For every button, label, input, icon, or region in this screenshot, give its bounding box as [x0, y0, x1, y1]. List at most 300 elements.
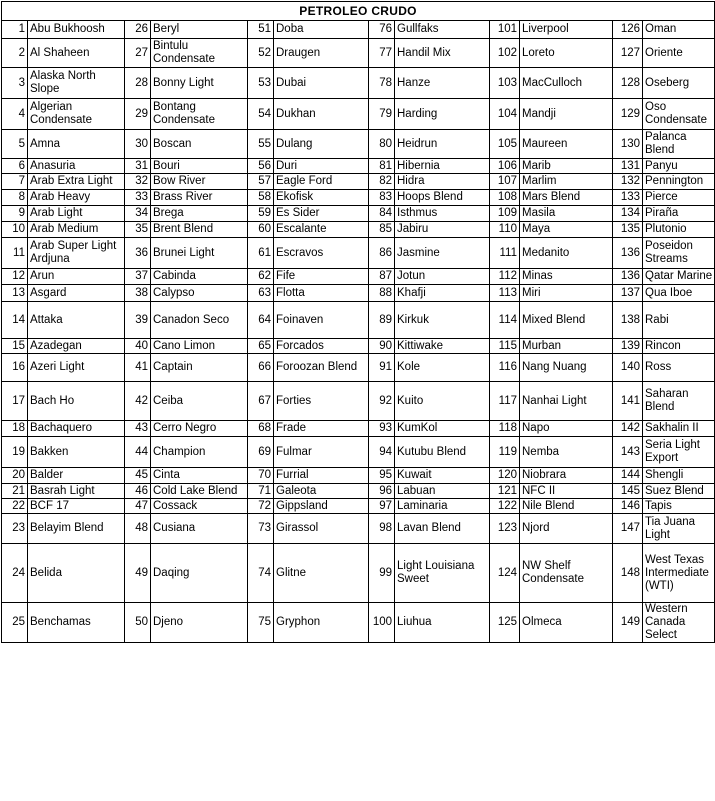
crude-name: Cano Limon [151, 339, 248, 354]
crude-number: 69 [248, 437, 274, 468]
table-row [2, 302, 715, 339]
crude-name: Cossack [151, 499, 248, 514]
crude-number: 11 [2, 238, 28, 269]
crude-number: 148 [613, 544, 643, 603]
crude-name: Captain [151, 354, 248, 382]
crude-name: Hibernia [395, 159, 490, 174]
crude-name: Calypso [151, 285, 248, 302]
crude-name: Azeri Light [28, 354, 125, 382]
crude-name: Arab Super Light Ardjuna [28, 238, 125, 269]
crude-number: 70 [248, 468, 274, 484]
crude-name: Anasuria [28, 159, 125, 174]
crude-number: 51 [248, 21, 274, 39]
crude-number: 110 [490, 222, 520, 238]
crude-number: 81 [369, 159, 395, 174]
crude-name: Draugen [274, 39, 369, 68]
table-row [2, 130, 715, 159]
crude-name: Cold Lake Blend [151, 484, 248, 499]
crude-oil-table [1, 1, 715, 643]
crude-number: 102 [490, 39, 520, 68]
crude-number: 16 [2, 354, 28, 382]
crude-number: 120 [490, 468, 520, 484]
crude-number: 67 [248, 382, 274, 421]
crude-name: Benchamas [28, 603, 125, 643]
crude-number: 113 [490, 285, 520, 302]
crude-number: 68 [248, 421, 274, 437]
crude-number: 130 [613, 130, 643, 159]
crude-name: Foinaven [274, 302, 369, 339]
crude-number: 52 [248, 39, 274, 68]
crude-name: Ekofisk [274, 190, 369, 206]
crude-number: 123 [490, 514, 520, 544]
crude-name: Piraña [643, 206, 715, 222]
crude-number: 98 [369, 514, 395, 544]
crude-number: 140 [613, 354, 643, 382]
crude-name: Dukhan [274, 99, 369, 130]
crude-number: 43 [125, 421, 151, 437]
table-row [2, 382, 715, 421]
crude-number: 74 [248, 544, 274, 603]
crude-number: 85 [369, 222, 395, 238]
crude-name: Nile Blend [520, 499, 613, 514]
crude-number: 88 [369, 285, 395, 302]
crude-number: 90 [369, 339, 395, 354]
crude-name: Asgard [28, 285, 125, 302]
crude-name: Lavan Blend [395, 514, 490, 544]
crude-name: Arab Medium [28, 222, 125, 238]
crude-number: 127 [613, 39, 643, 68]
crude-name: Bintulu Condensate [151, 39, 248, 68]
crude-name: Mars Blend [520, 190, 613, 206]
crude-name: Minas [520, 269, 613, 285]
crude-number: 46 [125, 484, 151, 499]
crude-name: Glitne [274, 544, 369, 603]
crude-name: Oseberg [643, 68, 715, 99]
table-row [2, 437, 715, 468]
crude-number: 24 [2, 544, 28, 603]
crude-number: 136 [613, 269, 643, 285]
table-row [2, 68, 715, 99]
crude-name: Belayim Blend [28, 514, 125, 544]
crude-name: Liuhua [395, 603, 490, 643]
crude-name: Gippsland [274, 499, 369, 514]
crude-name: Liverpool [520, 21, 613, 39]
crude-number: 12 [2, 269, 28, 285]
crude-number: 100 [369, 603, 395, 643]
crude-number: 22 [2, 499, 28, 514]
crude-number: 8 [2, 190, 28, 206]
crude-name: Jotun [395, 269, 490, 285]
table-row [2, 39, 715, 68]
crude-number: 62 [248, 269, 274, 285]
crude-number: 119 [490, 437, 520, 468]
crude-name: Seria Light Export [643, 437, 715, 468]
crude-name: Kirkuk [395, 302, 490, 339]
crude-number: 99 [369, 544, 395, 603]
crude-name: Laminaria [395, 499, 490, 514]
table-row [2, 269, 715, 285]
crude-name: Nanhai Light [520, 382, 613, 421]
crude-name: Olmeca [520, 603, 613, 643]
table-row [2, 603, 715, 643]
crude-name: Harding [395, 99, 490, 130]
crude-name: Marib [520, 159, 613, 174]
crude-number: 105 [490, 130, 520, 159]
crude-name: Pennington [643, 174, 715, 190]
crude-name: Balder [28, 468, 125, 484]
crude-number: 147 [613, 514, 643, 544]
crude-name: Tapis [643, 499, 715, 514]
crude-number: 108 [490, 190, 520, 206]
table-row [2, 468, 715, 484]
crude-number: 55 [248, 130, 274, 159]
crude-name: Fulmar [274, 437, 369, 468]
crude-number: 37 [125, 269, 151, 285]
crude-number: 25 [2, 603, 28, 643]
crude-name: Es Sider [274, 206, 369, 222]
crude-number: 107 [490, 174, 520, 190]
crude-name: Rabi [643, 302, 715, 339]
crude-number: 93 [369, 421, 395, 437]
table-row [2, 222, 715, 238]
crude-name: Gullfaks [395, 21, 490, 39]
crude-number: 82 [369, 174, 395, 190]
crude-number: 10 [2, 222, 28, 238]
crude-number: 109 [490, 206, 520, 222]
crude-number: 60 [248, 222, 274, 238]
crude-number: 19 [2, 437, 28, 468]
crude-name: West Texas Intermediate (WTI) [643, 544, 715, 603]
crude-number: 78 [369, 68, 395, 99]
crude-number: 32 [125, 174, 151, 190]
crude-number: 138 [613, 302, 643, 339]
crude-name: Napo [520, 421, 613, 437]
crude-name: Suez Blend [643, 484, 715, 499]
crude-number: 137 [613, 285, 643, 302]
crude-name: Eagle Ford [274, 174, 369, 190]
crude-name: Forcados [274, 339, 369, 354]
crude-name: Daqing [151, 544, 248, 603]
table-row [2, 499, 715, 514]
crude-number: 64 [248, 302, 274, 339]
crude-number: 36 [125, 238, 151, 269]
table-row [2, 544, 715, 603]
crude-name: Rincon [643, 339, 715, 354]
crude-number: 79 [369, 99, 395, 130]
crude-name: Handil Mix [395, 39, 490, 68]
crude-number: 73 [248, 514, 274, 544]
crude-name: Kole [395, 354, 490, 382]
crude-name: Belida [28, 544, 125, 603]
crude-name: Djeno [151, 603, 248, 643]
crude-name: Qua Iboe [643, 285, 715, 302]
crude-number: 103 [490, 68, 520, 99]
crude-number: 131 [613, 159, 643, 174]
crude-name: Niobrara [520, 468, 613, 484]
crude-number: 3 [2, 68, 28, 99]
crude-name: Al Shaheen [28, 39, 125, 68]
crude-number: 72 [248, 499, 274, 514]
crude-number: 47 [125, 499, 151, 514]
crude-number: 58 [248, 190, 274, 206]
crude-number: 143 [613, 437, 643, 468]
crude-number: 129 [613, 99, 643, 130]
crude-name: Labuan [395, 484, 490, 499]
crude-number: 97 [369, 499, 395, 514]
crude-name: Isthmus [395, 206, 490, 222]
crude-name: Champion [151, 437, 248, 468]
crude-name: Njord [520, 514, 613, 544]
crude-number: 40 [125, 339, 151, 354]
crude-name: Mandji [520, 99, 613, 130]
crude-name: Brass River [151, 190, 248, 206]
crude-number: 142 [613, 421, 643, 437]
crude-number: 121 [490, 484, 520, 499]
table-row [2, 159, 715, 174]
crude-name: Fife [274, 269, 369, 285]
crude-number: 35 [125, 222, 151, 238]
crude-number: 2 [2, 39, 28, 68]
crude-number: 45 [125, 468, 151, 484]
crude-number: 34 [125, 206, 151, 222]
crude-name: Oriente [643, 39, 715, 68]
crude-name: Brent Blend [151, 222, 248, 238]
crude-name: Galeota [274, 484, 369, 499]
crude-number: 146 [613, 499, 643, 514]
crude-number: 28 [125, 68, 151, 99]
crude-name: Poseidon Streams [643, 238, 715, 269]
crude-name: Cinta [151, 468, 248, 484]
crude-name: Bach Ho [28, 382, 125, 421]
table-row [2, 285, 715, 302]
crude-name: Plutonio [643, 222, 715, 238]
crude-number: 54 [248, 99, 274, 130]
crude-number: 23 [2, 514, 28, 544]
crude-name: Girassol [274, 514, 369, 544]
crude-name: Flotta [274, 285, 369, 302]
crude-name: Hanze [395, 68, 490, 99]
crude-number: 33 [125, 190, 151, 206]
crude-name: Miri [520, 285, 613, 302]
crude-name: Marlim [520, 174, 613, 190]
crude-number: 26 [125, 21, 151, 39]
crude-name: Sakhalin II [643, 421, 715, 437]
table-row [2, 190, 715, 206]
crude-number: 56 [248, 159, 274, 174]
crude-number: 134 [613, 206, 643, 222]
crude-number: 114 [490, 302, 520, 339]
table-title: PETROLEO CRUDO [2, 2, 715, 21]
crude-number: 117 [490, 382, 520, 421]
table-row [2, 354, 715, 382]
crude-name: Shengli [643, 468, 715, 484]
crude-name: Cusiana [151, 514, 248, 544]
crude-number: 65 [248, 339, 274, 354]
crude-name: Khafji [395, 285, 490, 302]
crude-name: Cabinda [151, 269, 248, 285]
crude-name: Western Canada Select [643, 603, 715, 643]
crude-name: Nang Nuang [520, 354, 613, 382]
crude-name: MacCulloch [520, 68, 613, 99]
crude-name: Hoops Blend [395, 190, 490, 206]
crude-name: Canadon Seco [151, 302, 248, 339]
crude-name: Beryl [151, 21, 248, 39]
crude-name: KumKol [395, 421, 490, 437]
crude-name: Brunei Light [151, 238, 248, 269]
crude-number: 63 [248, 285, 274, 302]
table-row [2, 99, 715, 130]
crude-name: Jasmine [395, 238, 490, 269]
crude-number: 7 [2, 174, 28, 190]
crude-number: 6 [2, 159, 28, 174]
crude-name: Forties [274, 382, 369, 421]
crude-number: 115 [490, 339, 520, 354]
table-row [2, 514, 715, 544]
crude-name: Algerian Condensate [28, 99, 125, 130]
crude-name: Cerro Negro [151, 421, 248, 437]
crude-number: 87 [369, 269, 395, 285]
crude-name: Attaka [28, 302, 125, 339]
table-row [2, 484, 715, 499]
crude-number: 71 [248, 484, 274, 499]
crude-name: Azadegan [28, 339, 125, 354]
crude-number: 128 [613, 68, 643, 99]
crude-number: 38 [125, 285, 151, 302]
crude-number: 30 [125, 130, 151, 159]
crude-number: 13 [2, 285, 28, 302]
crude-number: 9 [2, 206, 28, 222]
crude-number: 95 [369, 468, 395, 484]
crude-name: NFC II [520, 484, 613, 499]
crude-number: 112 [490, 269, 520, 285]
crude-name: Doba [274, 21, 369, 39]
crude-name: Frade [274, 421, 369, 437]
crude-number: 132 [613, 174, 643, 190]
crude-name: BCF 17 [28, 499, 125, 514]
crude-number: 126 [613, 21, 643, 39]
crude-name: Bow River [151, 174, 248, 190]
crude-number: 66 [248, 354, 274, 382]
crude-number: 50 [125, 603, 151, 643]
crude-name: Furrial [274, 468, 369, 484]
crude-number: 80 [369, 130, 395, 159]
table-row [2, 21, 715, 39]
crude-number: 145 [613, 484, 643, 499]
crude-name: NW Shelf Condensate [520, 544, 613, 603]
crude-name: Murban [520, 339, 613, 354]
crude-number: 20 [2, 468, 28, 484]
crude-name: Alaska North Slope [28, 68, 125, 99]
crude-name: Nemba [520, 437, 613, 468]
crude-name: Bakken [28, 437, 125, 468]
crude-name: Amna [28, 130, 125, 159]
crude-number: 57 [248, 174, 274, 190]
table-row [2, 174, 715, 190]
crude-name: Tia Juana Light [643, 514, 715, 544]
crude-number: 111 [490, 238, 520, 269]
crude-name: Ross [643, 354, 715, 382]
crude-name: Loreto [520, 39, 613, 68]
crude-number: 124 [490, 544, 520, 603]
crude-number: 59 [248, 206, 274, 222]
crude-name: Light Louisiana Sweet [395, 544, 490, 603]
crude-name: Arab Heavy [28, 190, 125, 206]
crude-number: 76 [369, 21, 395, 39]
crude-name: Duri [274, 159, 369, 174]
crude-name: Oso Condensate [643, 99, 715, 130]
crude-number: 21 [2, 484, 28, 499]
crude-name: Escalante [274, 222, 369, 238]
crude-number: 48 [125, 514, 151, 544]
crude-number: 17 [2, 382, 28, 421]
crude-number: 104 [490, 99, 520, 130]
table-row [2, 339, 715, 354]
crude-name: Oman [643, 21, 715, 39]
crude-number: 86 [369, 238, 395, 269]
crude-name: Medanito [520, 238, 613, 269]
crude-name: Gryphon [274, 603, 369, 643]
crude-number: 101 [490, 21, 520, 39]
crude-number: 44 [125, 437, 151, 468]
crude-number: 96 [369, 484, 395, 499]
crude-name: Bontang Condensate [151, 99, 248, 130]
crude-number: 1 [2, 21, 28, 39]
table-row [2, 421, 715, 437]
crude-name: Saharan Blend [643, 382, 715, 421]
table-row [2, 238, 715, 269]
crude-number: 125 [490, 603, 520, 643]
crude-number: 136 [613, 238, 643, 269]
crude-number: 27 [125, 39, 151, 68]
table-row [2, 206, 715, 222]
crude-number: 61 [248, 238, 274, 269]
crude-number: 149 [613, 603, 643, 643]
crude-number: 4 [2, 99, 28, 130]
crude-name: Panyu [643, 159, 715, 174]
crude-name: Bouri [151, 159, 248, 174]
crude-number: 49 [125, 544, 151, 603]
crude-number: 144 [613, 468, 643, 484]
crude-name: Kutubu Blend [395, 437, 490, 468]
crude-name: Kuito [395, 382, 490, 421]
crude-number: 77 [369, 39, 395, 68]
crude-number: 122 [490, 499, 520, 514]
crude-name: Dubai [274, 68, 369, 99]
crude-number: 83 [369, 190, 395, 206]
crude-name: Heidrun [395, 130, 490, 159]
crude-number: 106 [490, 159, 520, 174]
crude-name: Maya [520, 222, 613, 238]
crude-number: 141 [613, 382, 643, 421]
crude-name: Brega [151, 206, 248, 222]
crude-number: 53 [248, 68, 274, 99]
crude-name: Dulang [274, 130, 369, 159]
crude-number: 139 [613, 339, 643, 354]
crude-name: Boscan [151, 130, 248, 159]
crude-name: Kuwait [395, 468, 490, 484]
crude-name: Ceiba [151, 382, 248, 421]
crude-name: Jabiru [395, 222, 490, 238]
crude-number: 18 [2, 421, 28, 437]
crude-number: 135 [613, 222, 643, 238]
crude-name: Maureen [520, 130, 613, 159]
crude-name: Foroozan Blend [274, 354, 369, 382]
crude-name: Bonny Light [151, 68, 248, 99]
crude-number: 116 [490, 354, 520, 382]
crude-number: 94 [369, 437, 395, 468]
crude-number: 75 [248, 603, 274, 643]
crude-number: 89 [369, 302, 395, 339]
